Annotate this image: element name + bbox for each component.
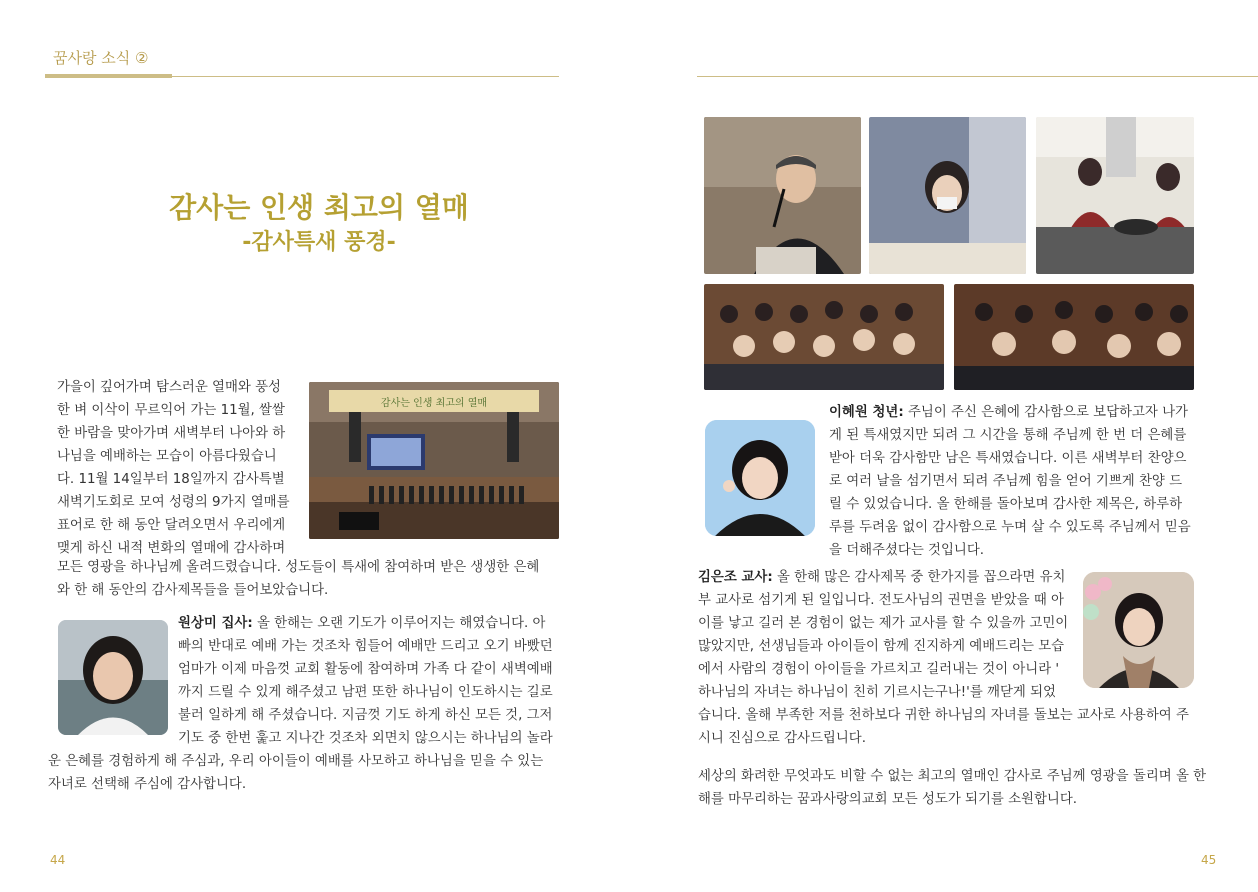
header-rule-right (697, 76, 1258, 77)
article-subtitle: -감사특새 풍경- (242, 230, 396, 255)
closing-paragraph (698, 765, 1218, 811)
intro-paragraph-cont (57, 556, 562, 602)
intro-line: 가을이 깊어가며 탐스러운 열매와 풍성 (57, 380, 281, 395)
intro-line: 새벽기도회로 모여 성령의 9가지 열매를 (57, 495, 290, 510)
testimony-line: 까지 드릴 수 있게 해주셨고 남편 또한 하나님이 인도하시는 길로 (178, 685, 553, 700)
intro-line: 한 벼 이삭이 무르익어 가는 11월, 쌀쌀 (57, 403, 285, 418)
portrait-lee-hyewon (705, 420, 815, 536)
testimony-line: 자녀로 선택해 주심에 감사합니다. (48, 777, 247, 792)
intro-line: 나님을 예배하는 모습이 아름다웠습니 (57, 449, 277, 464)
testimony-line: 빠의 반대로 예배 가는 것조차 힘들어 예배만 드리고 오기 바빴던 (178, 639, 553, 654)
banner-text: 감사는 인생 최고의 열매 (380, 398, 488, 409)
page-number-right: 45 (1201, 853, 1217, 867)
header-rule-accent (45, 74, 172, 78)
choir-stage-photo (309, 382, 559, 539)
testimony-line (829, 401, 1209, 424)
testimony-text: 올 한해 많은 감사제목 중 한가지를 꼽으라면 유치 (772, 570, 1066, 585)
testimony-line: 릴 수 있었습니다. 올 한해를 돌아보며 감사한 제목은, 하루하 (829, 497, 1183, 512)
testimony-line: 하나님의 자녀는 하나님이 친히 기르시는구나!'를 깨닫게 되었 (698, 685, 1056, 700)
intro-line: 표어로 한 해 동안 달려오면서 우리에게 (57, 518, 286, 533)
testimony-lee-hyewon (829, 401, 1209, 562)
testimony-line: 시니 진심으로 감사드립니다. (698, 731, 866, 746)
testimony-kim-eunjo (698, 566, 1076, 704)
speaker-woman-photo (869, 117, 1026, 274)
portrait-won-sangmi (58, 620, 168, 735)
intro-line: 모든 영광을 하나님께 올려드렸습니다. 성도들이 특새에 참여하며 받은 생생한 은혜 (57, 560, 540, 575)
testimony-kim-eunjo-cont (698, 704, 1218, 750)
testimony-line: 운 은혜를 경험하게 해 주심과, 우리 아이들이 예배를 사모하고 하나님을 믿을 수 있는 (48, 754, 544, 769)
testimony-line: 받아 더욱 감사함만 남은 특새였습니다. 이른 새벽부터 찬양으 (829, 451, 1187, 466)
testimony-text: 올 한해는 오랜 기도가 이루어지는 해였습니다. 아 (252, 616, 546, 631)
testimony-line: 많았지만, 선생님들과 아이들이 함께 진지하게 예배드리는 모습 (698, 639, 1065, 654)
testimony-text: 주님이 주신 은혜에 감사함으로 보답하고자 나가 (903, 405, 1188, 420)
speaker-man-photo (704, 117, 861, 274)
testimony-line: 루를 두려움 없이 감사함으로 누며 살 수 있도록 주님께서 믿음 (829, 520, 1191, 535)
portrait-kim-eunjo (1083, 572, 1194, 688)
article-title: 감사는 인생 최고의 열매 (169, 191, 469, 224)
intro-line: 와 한 해 동안의 감사제목들을 들어보았습니다. (57, 583, 329, 598)
testimony-line (178, 612, 563, 635)
testimony-line: 게 된 특새였지만 되려 그 시간을 통해 주님께 한 번 더 은혜를 (829, 428, 1187, 443)
testimony-won-sangmi-cont (48, 750, 563, 796)
testimony-line: 에서 사람의 경험이 아이들을 가르치고 길러내는 것이 아니라 ' (698, 662, 1060, 677)
page-number-left: 44 (50, 853, 66, 867)
closing-line: 해를 마무리하는 꿈과사랑의교회 모든 성도가 되기를 소원합니다. (698, 792, 1078, 807)
closing-line: 세상의 화려한 무엇과도 비할 수 없는 최고의 열매인 감사로 주님께 영광을 돌리며 올 한 (698, 769, 1207, 784)
testimony-line: 로 여러 날을 섬기면서 되려 주님께 힘을 얻어 기쁘게 찬양 드 (829, 474, 1183, 489)
kitchen-volunteers-photo (1036, 117, 1194, 274)
testimony-line: 엄마가 이제 마음껏 교회 활동에 참여하며 가족 다 같이 새벽예배 (178, 662, 553, 677)
testimony-line: 이를 낳고 길러 본 경험이 없는 제가 교사를 할 수 있을까 고민이 (698, 616, 1069, 631)
testimony-line: 습니다. 올해 부족한 저를 천하보다 귀한 하나님의 자녀를 돌보는 교사로 사용하여 주 (698, 708, 1189, 723)
section-tag: 꿈사랑 소식 ② (53, 49, 149, 67)
intro-line: 다. 11월 14일부터 18일까지 감사특별 (57, 472, 285, 487)
testimony-line: 기도 중 한번 훑고 지나간 것조차 외면치 않으시는 하나님의 놀라 (178, 731, 553, 746)
intro-line: 한 바람을 맞아가며 새벽부터 나아와 하 (57, 426, 286, 441)
congregation-photo-1 (704, 284, 944, 390)
testimony-line (698, 566, 1076, 589)
congregation-photo-2 (954, 284, 1194, 390)
intro-line: 맺게 하신 내적 변화의 열매에 감사하며 (57, 541, 286, 556)
testimony-won-sangmi (178, 612, 563, 750)
intro-paragraph (57, 376, 302, 560)
testimony-name: 이혜원 청년: (829, 405, 904, 420)
testimony-line: 을 더해주셨다는 것입니다. (829, 543, 985, 558)
testimony-name: 김은조 교사: (698, 570, 773, 585)
testimony-line: 불러 일하게 해 주셨습니다. 지금껏 기도 하게 하신 모든 것, 그저 (178, 708, 553, 723)
testimony-line: 부 교사로 섬기게 된 일입니다. 전도사님의 권면을 받았을 때 아 (698, 593, 1064, 608)
testimony-name: 원상미 집사: (178, 616, 253, 631)
